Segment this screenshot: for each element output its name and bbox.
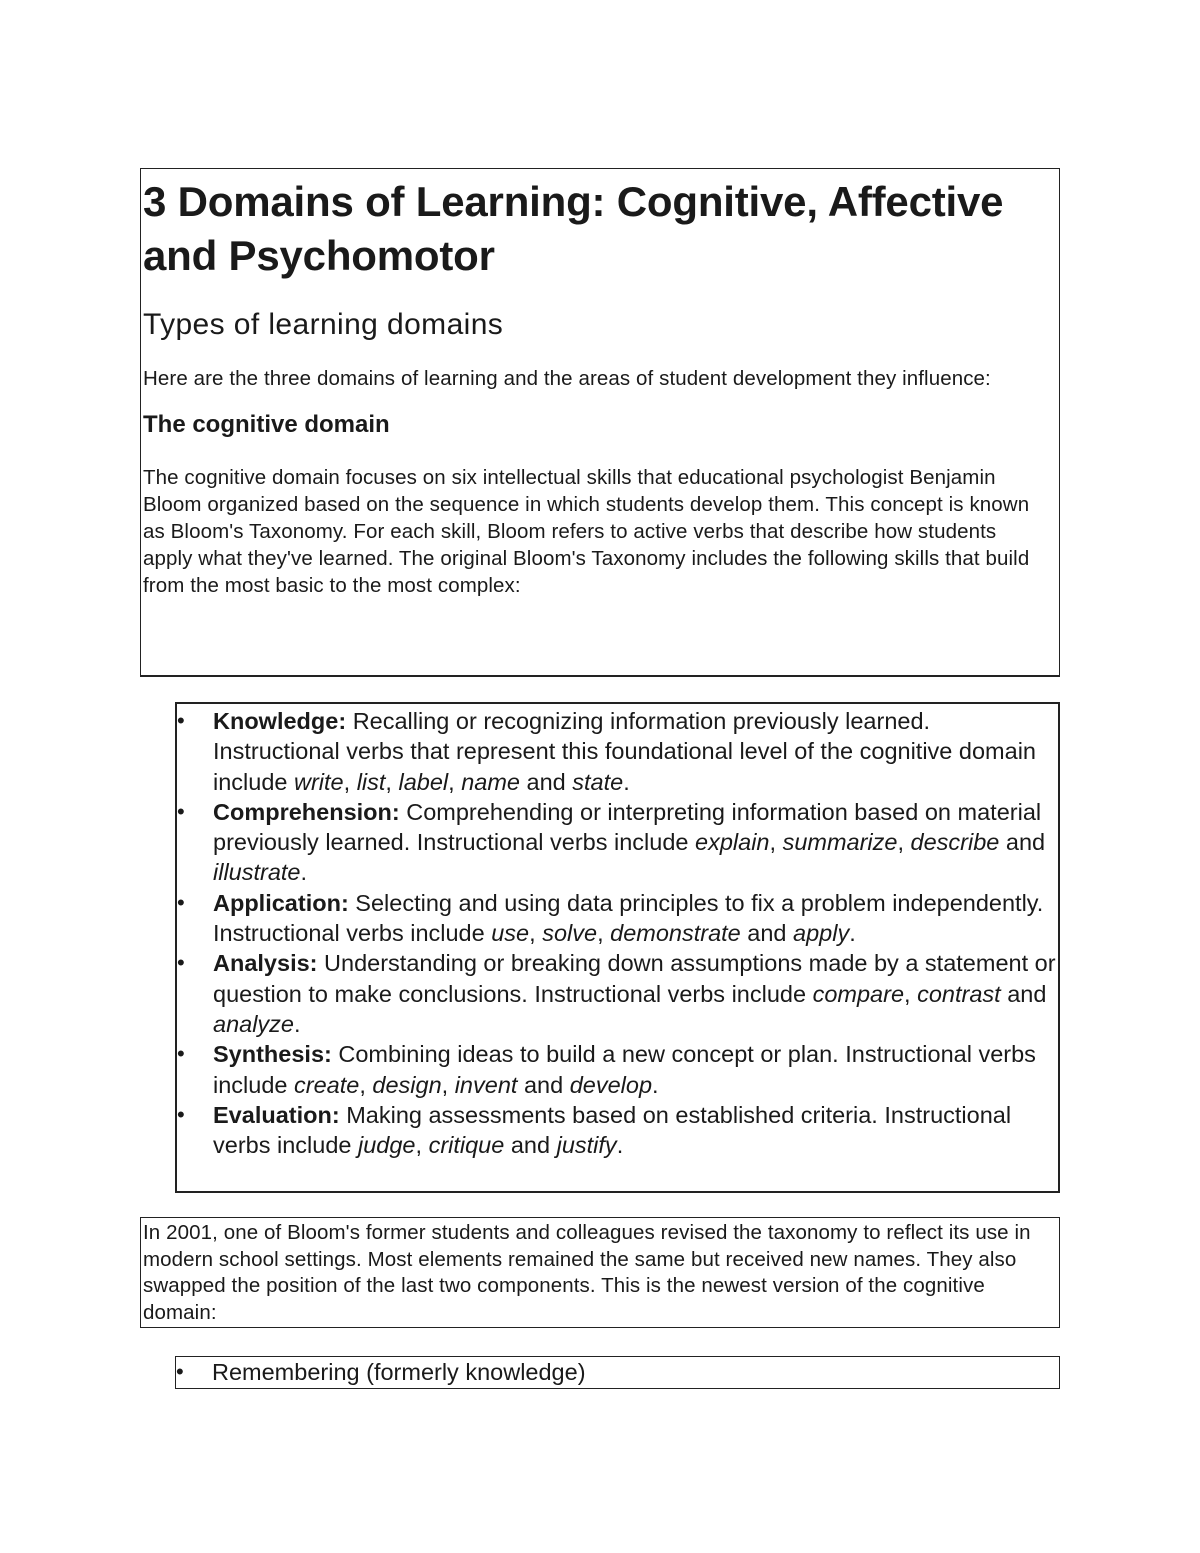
instructional-verb: list (356, 768, 386, 795)
skill-description: Combining ideas to build a new concept or plan. Instructional verbs include (213, 1041, 1036, 1098)
instructional-verb: demonstrate (610, 920, 741, 947)
skill-name: Application: (213, 889, 349, 916)
instructional-verb: use (491, 920, 530, 947)
bullet-icon: • (177, 798, 185, 824)
instructional-verb: develop (569, 1071, 653, 1098)
instructional-verb: critique (428, 1132, 505, 1159)
list-item: • Synthesis: Combining ideas to build a new concept or plan. Instructional verbs include create, design, invent and develop. (177, 1041, 1036, 1098)
intro-section (140, 168, 1060, 677)
types-heading: Types of learning domains (143, 308, 504, 341)
instructional-verb: illustrate (213, 859, 301, 886)
instructional-verb: describe (910, 829, 1000, 856)
skill-name: Synthesis: (213, 1041, 332, 1068)
instructional-verb: apply (793, 920, 850, 947)
bullet-icon: • (176, 1359, 184, 1384)
instructional-verb: label (398, 768, 449, 795)
instructional-verb: explain (695, 829, 770, 856)
instructional-verb: contrast (917, 980, 1001, 1007)
cognitive-paragraph: The cognitive domain focuses on six intellectual skills that educational psychologist Benjamin Bloom organized based on the sequence in which students develop them. This concept is known as Bloom's Taxonomy. For each skill, Bloom refers to active verbs that describe how students apply what they've learned. The original Bloom's Taxonomy includes the following skills that build from the most basic to the most complex: (143, 466, 1030, 597)
list-item: • Comprehension: Comprehending or interpreting information based on material previously learned. Instructional verbs include explain, summarize, describe and illustrate. (177, 798, 1046, 886)
instructional-verb: judge (358, 1132, 416, 1159)
instructional-verb: name (461, 768, 520, 795)
bullet-icon: • (177, 1041, 185, 1067)
instructional-verb: state (572, 768, 624, 795)
list-item: • Evaluation: Making assessments based on established criteria. Instructional verbs include judge, critique and justify. (177, 1101, 1012, 1159)
list-item: • Knowledge: Recalling or recognizing information previously learned. Instructional verbs that represent this foundational level of the cognitive domain include write, list, label, name and state. (177, 708, 1036, 795)
revision-section (140, 1217, 1060, 1328)
bullet-icon: • (177, 889, 185, 915)
instructional-verb: compare (812, 980, 905, 1007)
skill-description: Recalling or recognizing information previously learned. Instructional verbs that represent this foundational level of the cognitive domain include (213, 708, 1036, 795)
bullet-icon: • (177, 950, 185, 976)
list-item: • Application: Selecting and using data principles to fix a problem independently. Instructional verbs include use, solve, demonstrate and apply. (177, 889, 1044, 947)
list-item: • Analysis: Understanding or breaking down assumptions made by a statement or question to make conclusions. Instructional verbs include compare, contrast and analyze. (177, 950, 1056, 1037)
newest-list (176, 1357, 1059, 1387)
skill-name: Evaluation: (213, 1101, 340, 1128)
bullet-icon: • (177, 1101, 185, 1127)
skills-list (177, 706, 1058, 1160)
skill-name: Knowledge: (213, 708, 347, 734)
instructional-verb: justify (556, 1132, 617, 1159)
list-item (176, 1357, 1059, 1387)
instructional-verb: solve (542, 920, 598, 947)
skill-name: Comprehension: (213, 798, 400, 825)
newest-item-label: Remembering (formerly knowledge) (212, 1359, 586, 1385)
skill-description: Comprehending or interpreting information based on material previously learned. Instructional verbs include (213, 798, 1042, 856)
instructional-verb: summarize (782, 829, 898, 856)
page-title: 3 Domains of Learning: Cognitive, Affective and Psychomotor (143, 178, 1004, 279)
skill-description: Making assessments based on established criteria. Instructional verbs include (213, 1101, 1012, 1159)
bullet-icon: • (177, 708, 185, 733)
skill-description: Selecting and using data principles to fix a problem independently. Instructional verbs include (213, 889, 1044, 947)
intro-paragraph: Here are the three domains of learning and the areas of student development they influence: (143, 367, 991, 390)
instructional-verb: analyze (213, 1010, 294, 1037)
revision-paragraph: In 2001, one of Bloom's former students and colleagues revised the taxonomy to reflect its use in modern school settings. Most elements remained the same but received new names. They also swapped the position of the last two components. This is the newest version of the cognitive domain: (143, 1221, 1031, 1324)
newest-list-section (175, 1356, 1060, 1389)
instructional-verb: create (294, 1071, 360, 1098)
skills-list-section (175, 702, 1060, 1193)
skill-description: Understanding or breaking down assumptions made by a statement or question to make conclusions. Instructional verbs include (213, 950, 1056, 1007)
instructional-verb: invent (454, 1071, 518, 1098)
cognitive-heading: The cognitive domain (143, 411, 390, 438)
instructional-verb: write (294, 768, 344, 795)
instructional-verb: design (372, 1071, 442, 1098)
skill-name: Analysis: (213, 950, 318, 977)
